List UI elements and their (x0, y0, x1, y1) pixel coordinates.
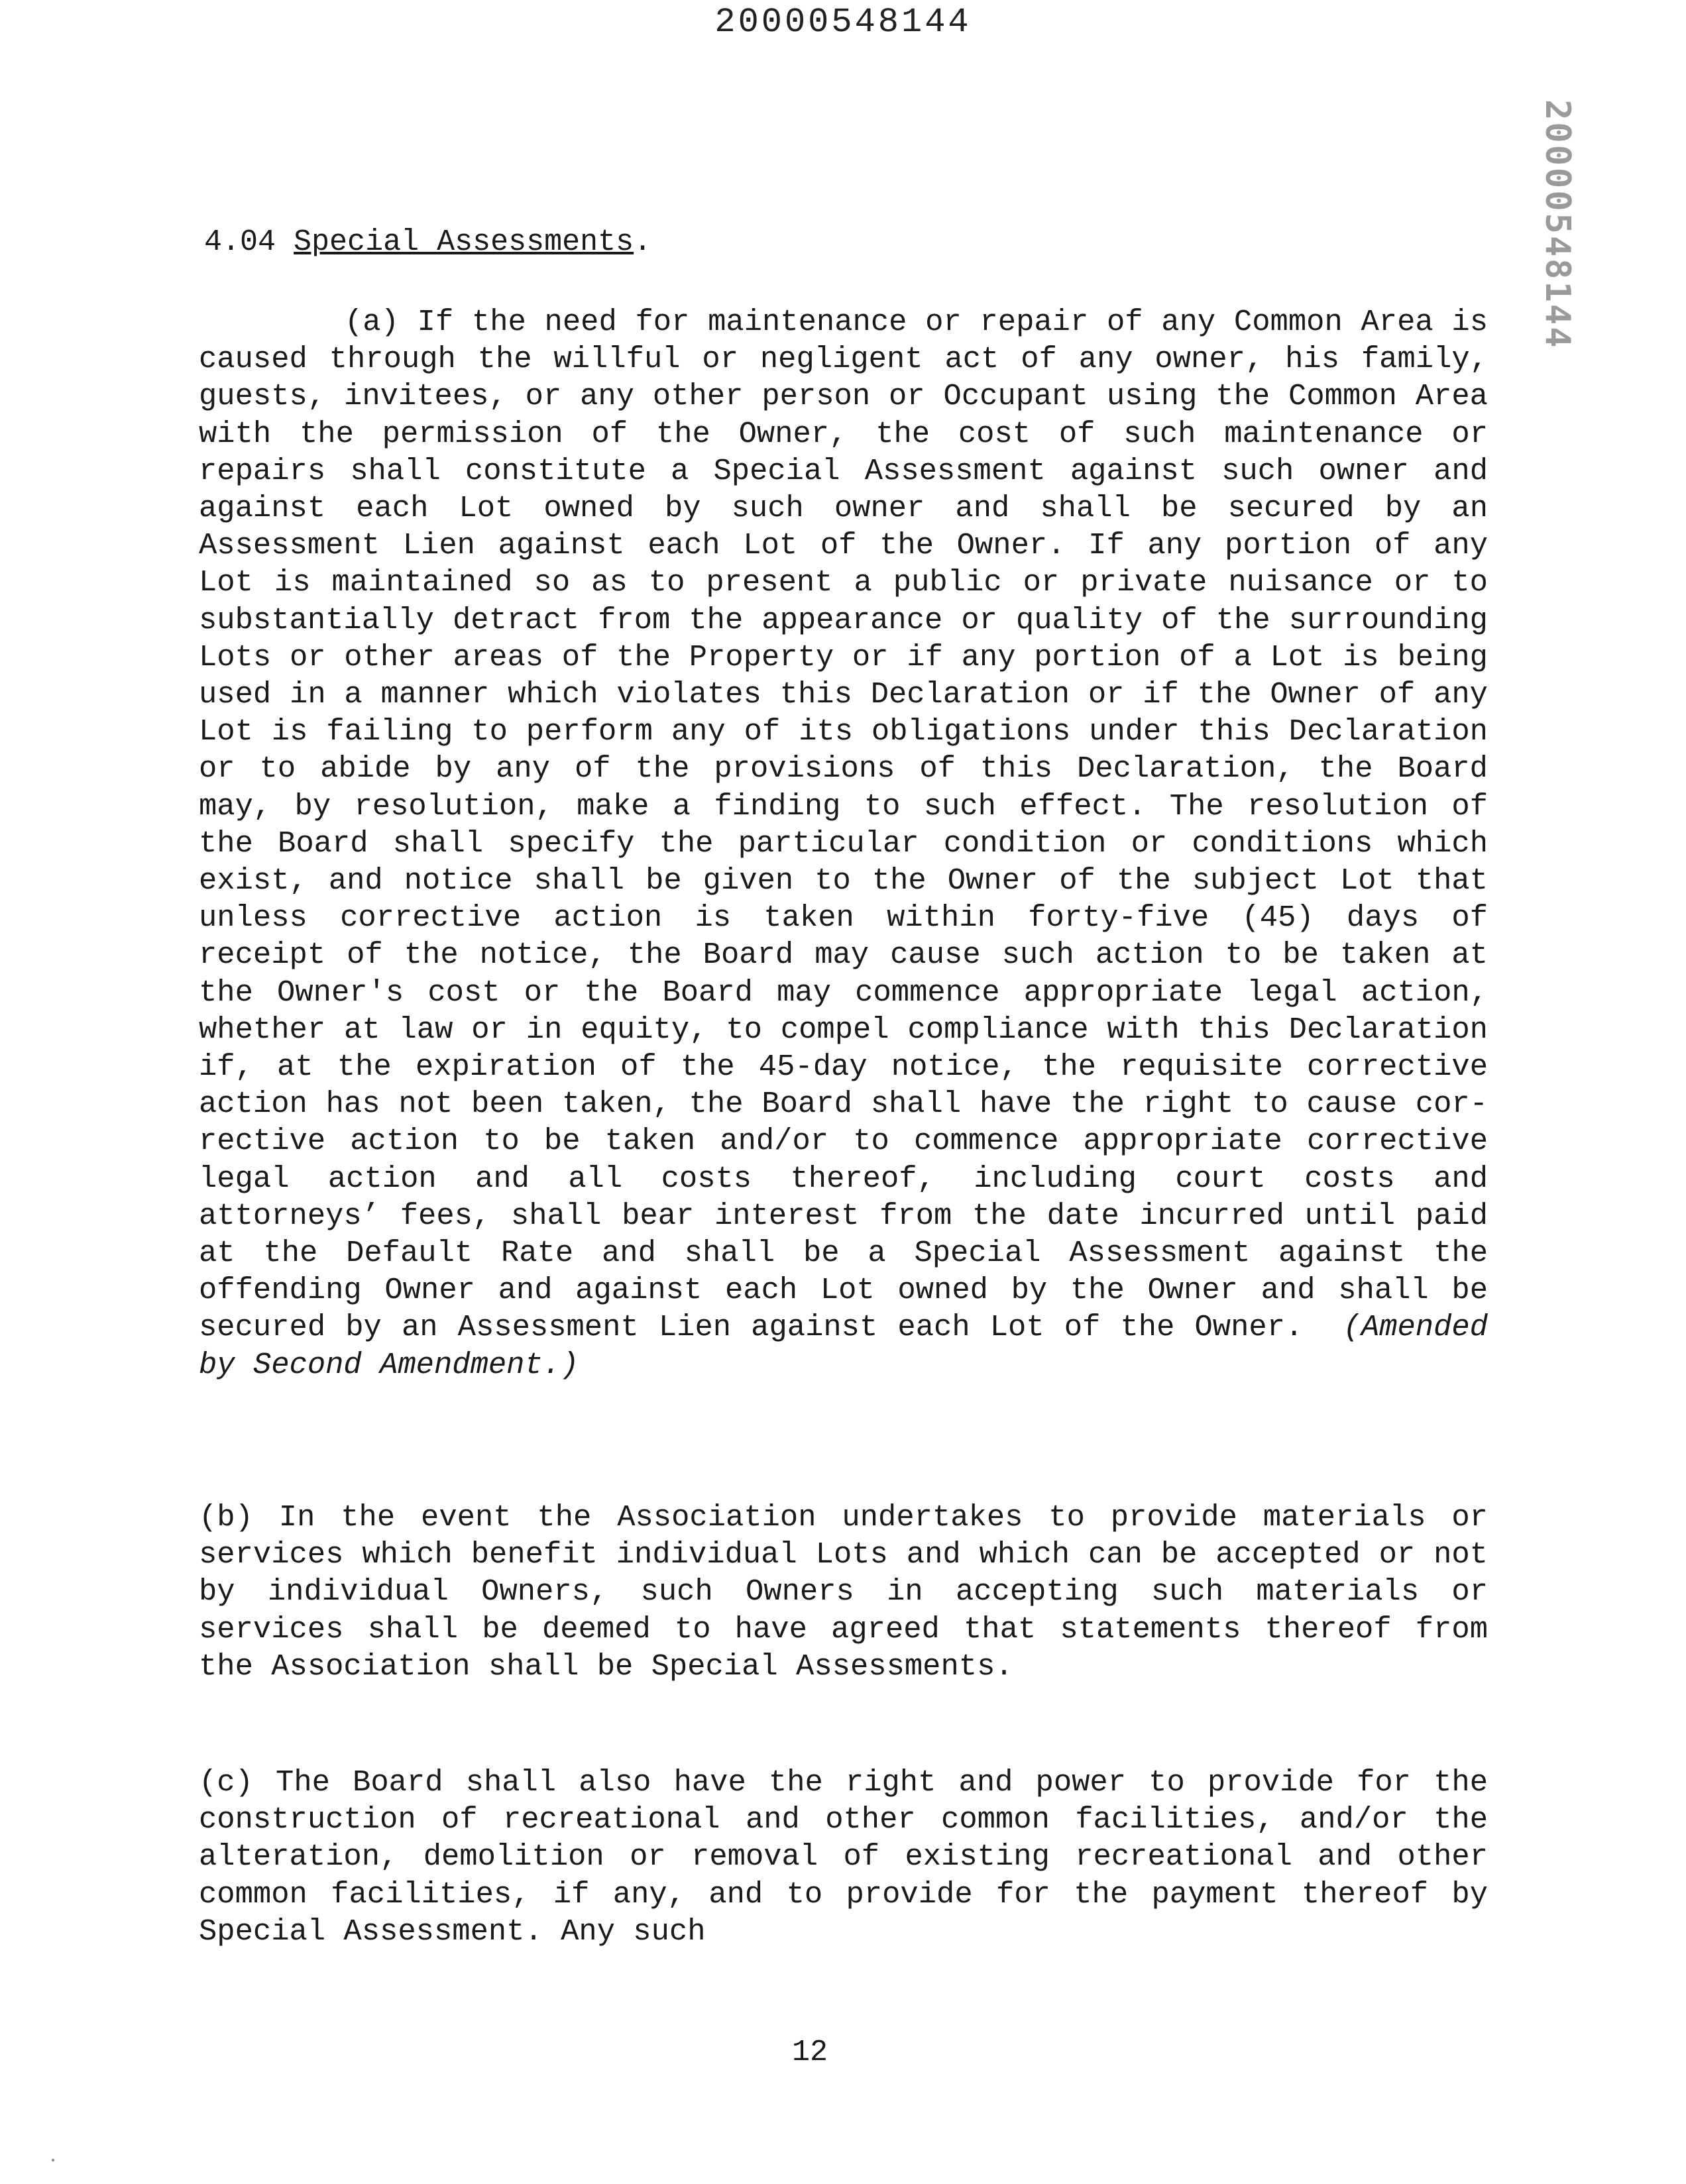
paragraph-c (199, 1764, 1488, 1950)
paragraph-b (199, 1499, 1488, 1685)
paragraph-b-text: (b) In the event the Association undertakes to provide materials or services which benefit individual Lots and which can be accepted or not by individual Owners, such Owners in accepting such materials or services shall be deemed to have agreed that statements thereof from the Association shall be Special Assessments. (199, 1500, 1488, 1684)
section-title: Special Assessments (294, 225, 634, 259)
margin-stamp: 20000548144 (1538, 99, 1577, 350)
scan-speck (52, 2159, 54, 2161)
paragraph-a-text: (a) If the need for maintenance or repair of any Common Area is caused through the willful or negligent act of any owner, his family, guests, invitees, or any other person or Occupant using the Common Area with the permission of the Owner, the cost of such maintenance or repairs shall constitute a Special Assessment against such owner and against each Lot owned by such owner and shall be secured by an Assessment Lien against each Lot of the Owner. If any portion of any Lot is maintained so as to present a public or private nuisance or to substantially detract from the appearance or quality of the surrounding Lots or other areas of the Property or if any portion of a Lot is being used in a manner which violates this Declaration or if the Owner of any Lot is failing to perform any of its obligations under this Declaration or to abide by any of the provisions of this Declaration, the Board may, by resolution, make a finding to such effect. The resolution of the Board shall specify the particular condition or conditions which exist, and notice shall be given to the Owner of the subject Lot that unless corrective action is taken within forty-five (45) days of receipt of the notice, the Board may cause such action to be taken at the Owner's cost or the Board may commence appropriate legal action, whether at law or in equity, to compel compliance with this Declaration if, at the expiration of the 45-day notice, the requisite corrective action has not been taken, the Board shall have the right to cause cor-rective action to be taken and/or to commence appropriate corrective legal action and all costs thereof, including court costs and attorneys’ fees, shall bear interest from the date incurred until paid at the Default Rate and shall be a Special Assessment against the offending Owner and against each Lot owned by the Owner and shall be secured by an Assessment Lien against each Lot of the Owner. (199, 305, 1488, 1345)
paragraph-a (199, 303, 1488, 1384)
section-heading: 4.04 Special Assessments. (204, 225, 652, 259)
page-number: 12 (791, 2036, 828, 2069)
section-number: 4.04 (204, 225, 276, 259)
amendment-note: (Amended by Second Amendment.) (199, 1310, 1488, 1382)
paragraph-c-text: (c) The Board shall also have the right and power to provide for the construction of recreational and other common facilities, and/or the alteration, demolition or removal of existing recreational and other common facilities, if any, and to provide for the payment thereof by Special Assessment. Any such (199, 1765, 1488, 1949)
document-number: 20000548144 (714, 3, 972, 42)
